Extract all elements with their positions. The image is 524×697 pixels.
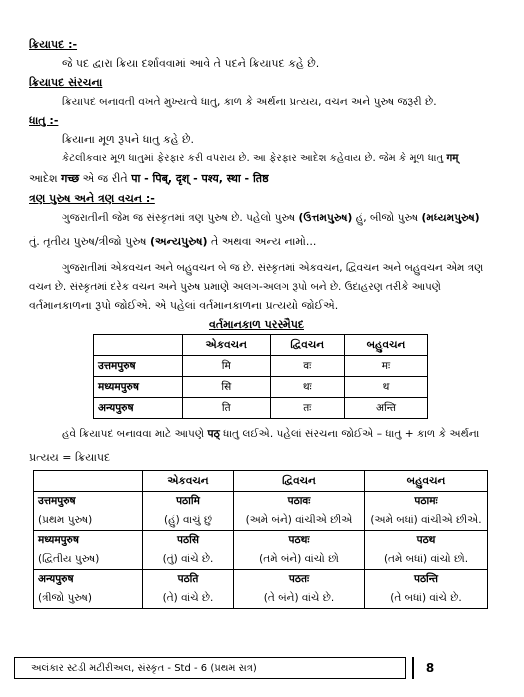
suffix-table (93, 334, 428, 419)
verb-form: पठति (177, 573, 199, 585)
table-header-cell: બહુવચન (344, 335, 427, 356)
table-cell: मि (183, 356, 271, 377)
table-row (34, 570, 488, 609)
verb-form: पठथ (416, 534, 436, 546)
verb-meaning: (અમે બધાં) વાંચીએ છીએ. (370, 514, 482, 526)
bridge-line2: પ્રત્યય = ક્રિયાપદ (29, 451, 111, 464)
page-footer: અલંકાર સ્ટડી મટીરીઅલ, સંસ્કૃત - Std - 6 (પ્રથમ સત્ર) (14, 657, 406, 679)
purush-line1 (62, 211, 480, 225)
table-cell (143, 492, 234, 531)
table-cell (365, 492, 488, 531)
table-cell: मः (344, 356, 427, 377)
conjugation-table (33, 470, 488, 609)
purush-madhyam: (મધ્યમપુરુષ) (421, 212, 480, 224)
purush-anya: (અન્યપુરુષ) (150, 235, 208, 248)
verb-meaning: (તે બંને) વાંચે છે. (263, 592, 335, 604)
table-cell: वः (270, 356, 344, 377)
dhatu-definition: ક્રિયાના મૂળ રૂપને ધાતુ કહે છે. (62, 133, 195, 146)
dhatu-same-way: એ જ રીતે (82, 172, 128, 185)
dhatu-adesh-text: કેટલીકવાર મૂળ ધાતુમાં ફેરફાર કરી વપરાય છે. આ ફેરફાર આદેશ કહેવાય છે. જેમ કે મૂળ ધાતુ (62, 153, 444, 164)
row-header: अन्यपुरुष (94, 398, 183, 419)
table-cell (143, 570, 234, 609)
table-cell (234, 492, 365, 531)
table-cell: तः (270, 398, 344, 419)
vachan-line1: ગુજરાતીમાં એકવચન અને બહુવચન બે જ છે. સંસ્કૃતમાં એકવચન, દ્વિવચન અને બહુવચન એમ ત્રણ (62, 262, 484, 274)
table-cell: अन्ति (344, 398, 427, 419)
table-row (94, 377, 428, 398)
verb-form: पठावः (287, 495, 311, 507)
row-head-gujarati: (પ્રથમ પુરુષ) (38, 514, 93, 526)
table1-caption: વર્તમાનકાળ પરસ્મૈપદ (209, 318, 304, 331)
verb-meaning: (તું) વાંચે છે. (162, 553, 214, 565)
bridge-line1 (62, 427, 479, 441)
dhatu-heading: ધાતુ :- (29, 114, 59, 127)
purush-heading: ત્રણ પુરુષ અને ત્રણ વચન :- (29, 192, 155, 205)
row-header: मध्यमपुरुष (94, 377, 183, 398)
table-cell: सि (183, 377, 271, 398)
row-head-sanskrit: अन्यपुरुष (38, 573, 74, 585)
table-header-cell: બહુવચન (365, 471, 488, 492)
bridge-text1b: ધાતુ લઈએ. પહેલાં સંરચના જોઈએ – ધાતુ + કાળ કે અર્થના (223, 428, 480, 440)
dhatu-examples-line (29, 172, 269, 186)
verb-form: पठसि (177, 534, 199, 546)
table-cell: थ (344, 377, 427, 398)
dhatu-adesh-line (62, 152, 458, 166)
rachna-heading: ક્રિયાપદ સંરચના (29, 76, 103, 89)
kriyapad-heading: ક્રિયાપદ :- (29, 38, 78, 51)
table-header-cell (34, 471, 143, 492)
bridge-text1a: હવે ક્રિયાપદ બનાવવા માટે આપણે (62, 428, 205, 440)
vachan-line3: વર્તમાનકાળના રૂપો જોઈએ. એ પહેલાં વર્તમાનકાળના પ્રત્યયો જોઈએ. (29, 299, 339, 312)
bridge-dhatu: पठ् (207, 428, 220, 440)
table-header-cell: દ્વિવચન (234, 471, 365, 492)
dhatu-examples: पा - पिब्, दृश् - पश्य, स्था - तिष्ठ (131, 172, 269, 185)
table-cell (143, 531, 234, 570)
row-header (34, 492, 143, 531)
verb-form: पठामि (176, 495, 200, 507)
page-number: 8 (412, 657, 446, 679)
table-header-cell (94, 335, 183, 356)
dhatu-gaccha: गच्छ (61, 172, 80, 185)
table-header-cell: દ્વિવચન (270, 335, 344, 356)
table-cell: ति (183, 398, 271, 419)
table-cell: थः (270, 377, 344, 398)
verb-form: पठतः (288, 573, 310, 585)
verb-meaning: (અમે બંને) વાંચીએ છીએ (245, 514, 353, 526)
purush-text2a: તું. તૃતીય પુરુષ/ત્રીજો પુરુષ (29, 235, 147, 248)
verb-meaning: (હું) વાચું છું (164, 514, 212, 526)
conjugation-table-header (34, 471, 488, 492)
verb-meaning: (તે બધાં) વાંચે છે. (390, 592, 462, 604)
row-header (34, 531, 143, 570)
table-cell (365, 531, 488, 570)
table-header-cell: એકવચન (143, 471, 234, 492)
purush-text1b: હું, બીજો પુરુષ (355, 212, 419, 224)
table-cell (234, 570, 365, 609)
verb-form: पठथः (288, 534, 310, 546)
verb-form: पठन्ति (413, 573, 438, 585)
row-head-gujarati: (દ્વિતીય પુરુષ) (38, 553, 100, 565)
table-row (94, 356, 428, 377)
purush-uttam: (ઉત્તમપુરુષ) (298, 212, 353, 224)
rachna-text: ક્રિયાપદ બનાવતી વખતે મુખ્યત્વે ધાતુ, કાળ કે અર્થના પ્રત્યય, વચન અને પુરુષ જરૂરી છે. (62, 96, 437, 108)
row-head-gujarati: (ત્રીજો પુરુષ) (38, 592, 92, 604)
table-row (34, 531, 488, 570)
verb-meaning: (તમે બંને) વાંચો છો (259, 553, 339, 565)
vachan-line2: વચન છે. સંસ્કૃતમાં દરેક વચન અને પુરુષ પ્રમાણે અલગ-અલગ રૂપો બને છે. ઉદાહરણ તરીકે આપણે (29, 281, 441, 293)
verb-meaning: (તમે બધાં) વાંચો છો. (383, 553, 469, 565)
row-header: उत्तमपुरुष (94, 356, 183, 377)
dhatu-gam: गम् (446, 153, 459, 164)
dhatu-adesh-word: આદેશ (29, 172, 58, 185)
row-header (34, 570, 143, 609)
purush-text1: ગુજરાતીની જેમ જ સંસ્કૃતમાં ત્રણ પુરુષ છે. પહેલો પુરુષ (62, 212, 296, 224)
table-header-cell: એકવચન (183, 335, 271, 356)
suffix-table-header (94, 335, 428, 356)
row-head-sanskrit: मध्यमपुरुष (38, 534, 79, 546)
table-row (94, 398, 428, 419)
table-row (34, 492, 488, 531)
purush-text2b: તે અથવા અન્ય નામો... (211, 235, 317, 248)
table-cell (365, 570, 488, 609)
purush-line2 (29, 235, 316, 249)
verb-form: पठामः (414, 495, 438, 507)
table-cell (234, 531, 365, 570)
kriyapad-definition: જે પદ દ્વારા ક્રિયા દર્શાવવામાં આવે તે પદને ક્રિયાપદ કહે છે. (62, 57, 320, 70)
verb-meaning: (તે) વાંચે છે. (162, 592, 214, 604)
row-head-sanskrit: उत्तमपुरुष (38, 495, 76, 507)
